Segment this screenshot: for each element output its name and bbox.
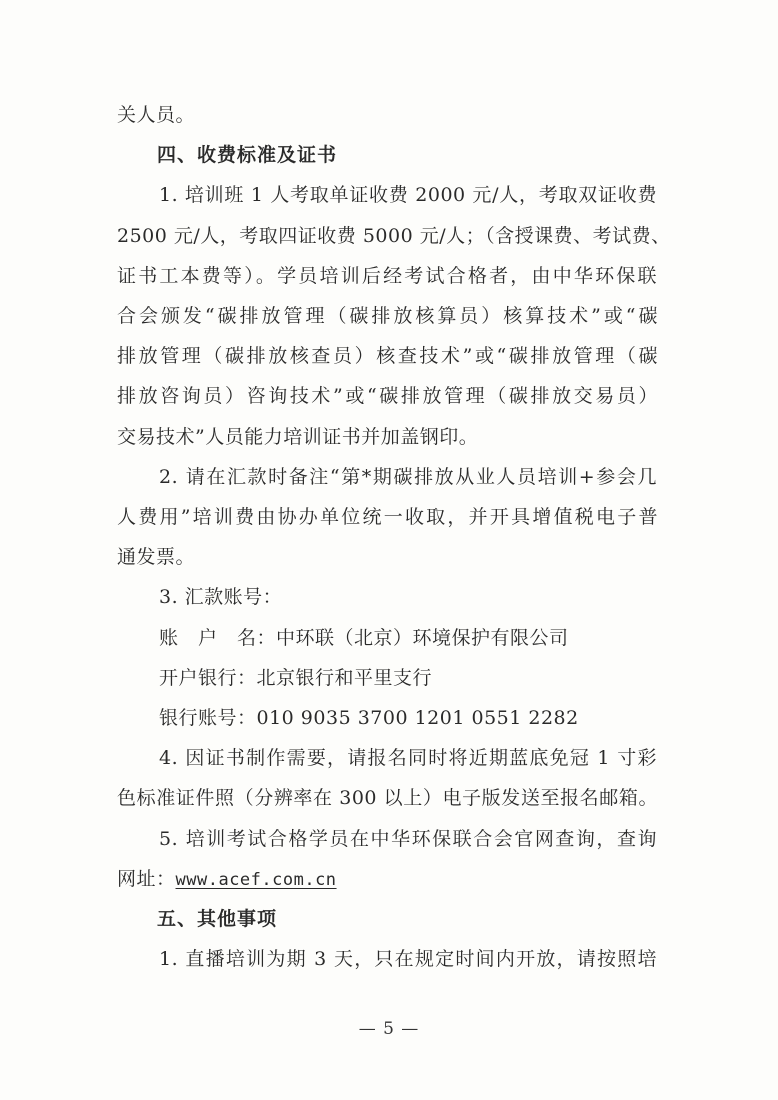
paragraph-line: 排放咨询员）咨询技术”或“碳排放管理（碳排放交易员） (117, 385, 658, 408)
paragraph-line: 4. 因证书制作需要，请报名同时将近期蓝底免冠 1 寸彩 (159, 747, 657, 770)
website-link[interactable]: www.acef.com.cn (175, 869, 337, 890)
section-heading-other: 五、其他事项 (157, 908, 278, 930)
website-line: 网址：www.acef.com.cn (117, 867, 337, 890)
paragraph-line: 2. 请在汇款时备注“第*期碳排放从业人员培训+参会几 (159, 465, 657, 488)
paragraph-line: 1. 直播培训为期 3 天，只在规定时间内开放，请按照培 (159, 948, 657, 971)
account-name-line: 账 户 名：中环联（北京）环境保护有限公司 (159, 626, 569, 649)
paragraph-line: 5. 培训考试合格学员在中华环保联合会官网查询，查询 (159, 827, 657, 850)
paragraph-line: 交易技术”人员能力培训证书并加盖钢印。 (117, 425, 479, 448)
paragraph-line: 关人员。 (117, 104, 196, 126)
paragraph-line: 1. 培训班 1 人考取单证收费 2000 元/人，考取双证收费 (159, 184, 657, 207)
paragraph-line: 排放管理（碳排放核查员）核查技术”或“碳排放管理（碳 (117, 345, 658, 368)
paragraph-line: 证书工本费等）。学员培训后经考试合格者，由中华环保联 (117, 264, 657, 287)
paragraph-line: 3. 汇款账号： (159, 586, 283, 609)
paragraph-line: 2500 元/人，考取四证收费 5000 元/人；（含授课费、考试费、 (117, 224, 671, 247)
paragraph-line: 人费用”培训费由协办单位统一收取，并开具增值税电子普 (117, 506, 658, 528)
account-number-line: 银行账号：010 9035 3700 1201 0551 2282 (159, 707, 579, 729)
paragraph-line: 通发票。 (117, 546, 196, 569)
section-heading-fees: 四、收费标准及证书 (157, 144, 338, 167)
bank-name-line: 开户银行：北京银行和平里支行 (159, 666, 433, 689)
page-number: — 5 — (358, 1019, 420, 1039)
paragraph-line: 色标准证件照（分辨率在 300 以上）电子版发送至报名邮箱。 (117, 787, 658, 810)
paragraph-line: 合会颁发“碳排放管理（碳排放核算员）核算技术”或“碳 (117, 305, 658, 327)
